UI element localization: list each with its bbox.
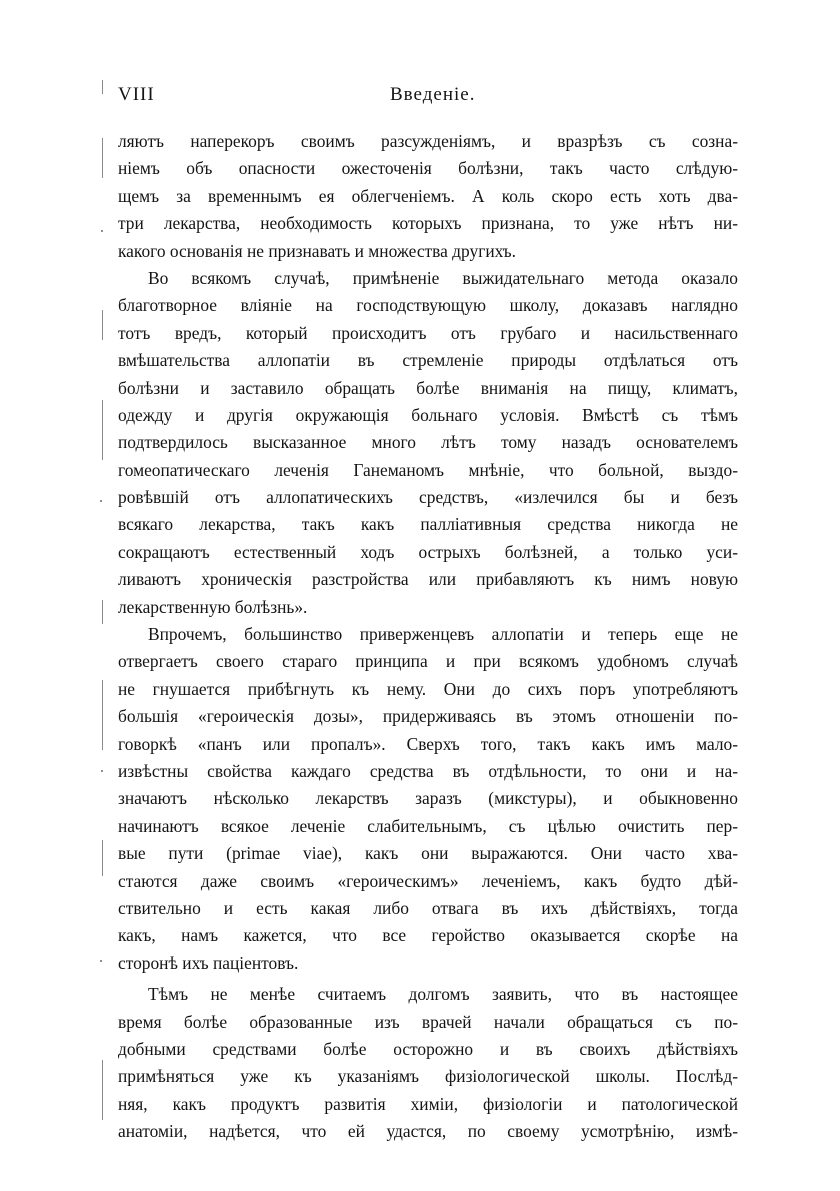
text-line: какъ, намъ кажется, что все геройство оказывается скорѣе на xyxy=(118,925,738,946)
paragraph-2 xyxy=(118,265,738,621)
text-line: Тѣмъ не менѣе считаемъ долгомъ заявить, что въ настоящее xyxy=(148,984,738,1005)
text-line: говоркѣ «панъ или пропалъ». Сверхъ того, такъ какъ имъ мало- xyxy=(118,733,738,754)
text-line: гомеопатическаго леченія Ганеманомъ мнѣніе, что больной, выздо- xyxy=(118,459,738,480)
running-title: Введеніе. xyxy=(390,84,476,105)
text-line: три лекарства, необходимость которыхъ признана, то уже нѣтъ ни- xyxy=(118,213,738,234)
text-line: большія «героическія дозы», придерживаясь въ этомъ отношеніи по- xyxy=(118,706,738,727)
text-line: подтвердилось высказанное много лѣтъ тому назадъ основателемъ xyxy=(118,432,738,453)
text-line: время болѣе образованные изъ врачей начали обращаться съ по- xyxy=(118,1011,738,1032)
text-line: вые пути (primae viae), какъ они выражаются. Они часто хва- xyxy=(118,843,738,864)
paragraph-4 xyxy=(118,981,738,1145)
body-text xyxy=(118,128,738,1145)
text-line: ровѣвшій отъ аллопатическихъ средствъ, «излечился бы и безъ xyxy=(118,487,738,508)
text-line: всякаго лекарства, такъ какъ палліативныя средства никогда не xyxy=(118,514,738,535)
text-line: сокращаютъ естественный ходъ острыхъ болѣзней, а только уси- xyxy=(118,541,738,562)
text-line: вмѣшательства аллопатіи въ стремленіе природы отдѣлаться отъ xyxy=(118,350,738,371)
text-line: извѣстны свойства каждаго средства въ отдѣльности, то они и на- xyxy=(118,760,738,781)
page-header xyxy=(118,84,738,110)
text-line: одежду и другія окружающія больнаго условія. Вмѣстѣ съ тѣмъ xyxy=(118,404,738,425)
text-line: Впрочемъ, большинство приверженцевъ аллопатіи и теперь еще не xyxy=(148,624,738,645)
paragraph-3 xyxy=(118,621,738,977)
text-line: болѣзни и заставило обращать болѣе вниманія на пищу, климатъ, xyxy=(118,377,738,398)
text-line: ливаютъ хроническія разстройства или прибавляютъ къ нимъ новую xyxy=(118,569,738,590)
text-line: тотъ вредъ, который происходитъ отъ грубаго и насильственнаго xyxy=(118,322,738,343)
text-line: ляютъ наперекоръ своимъ разсужденіямъ, и вразрѣзъ съ созна- xyxy=(118,131,738,151)
text-line: анатоміи, надѣется, что ей удастся, по своему усмотрѣнію, измѣ- xyxy=(118,1121,738,1142)
text-line: стаются даже своимъ «героическимъ» леченіемъ, какъ будто дѣй- xyxy=(118,870,738,891)
paragraph-1 xyxy=(118,128,738,265)
text-line: отвергаетъ своего стараго принципа и при всякомъ удобномъ случаѣ xyxy=(118,651,738,672)
text-line: не гнушается прибѣгнуть къ нему. Они до сихъ поръ употребляютъ xyxy=(118,678,738,699)
text-line: сторонѣ ихъ паціентовъ. xyxy=(118,952,299,973)
text-line: благотворное вліяніе на господствующую школу, доказавъ наглядно xyxy=(118,295,738,316)
text-line: ствительно и есть какая либо отвага въ ихъ дѣйствіяхъ, тогда xyxy=(118,897,738,918)
text-line: значаютъ нѣсколько лекарствъ заразъ (микстуры), и обыкновенно xyxy=(118,788,738,809)
text-line: лекарственную болѣзнь». xyxy=(118,596,308,617)
text-line: щемъ за временнымъ ея облегченіемъ. А коль скоро есть хоть два- xyxy=(118,185,738,206)
page-number: VIII xyxy=(118,84,155,105)
text-line: ніемъ объ опасности ожесточенія болѣзни, такъ часто слѣдую- xyxy=(118,158,738,179)
text-line: начинаютъ всякое леченіе слабительнымъ, съ цѣлью очистить пер- xyxy=(118,815,738,836)
text-line: примѣняться уже къ указаніямъ физіологической школы. Послѣд- xyxy=(118,1066,738,1087)
text-line: какого основанія не признавать и множества другихъ. xyxy=(118,240,517,261)
text-line: добными средствами болѣе осторожно и въ своихъ дѣйствіяхъ xyxy=(118,1038,738,1059)
text-line: Во всякомъ случаѣ, примѣненіе выжидательнаго метода оказало xyxy=(148,267,738,288)
text-line: няя, какъ продуктъ развитія химіи, физіологіи и патологической xyxy=(118,1093,738,1114)
scan-margin-marks xyxy=(98,80,108,1160)
